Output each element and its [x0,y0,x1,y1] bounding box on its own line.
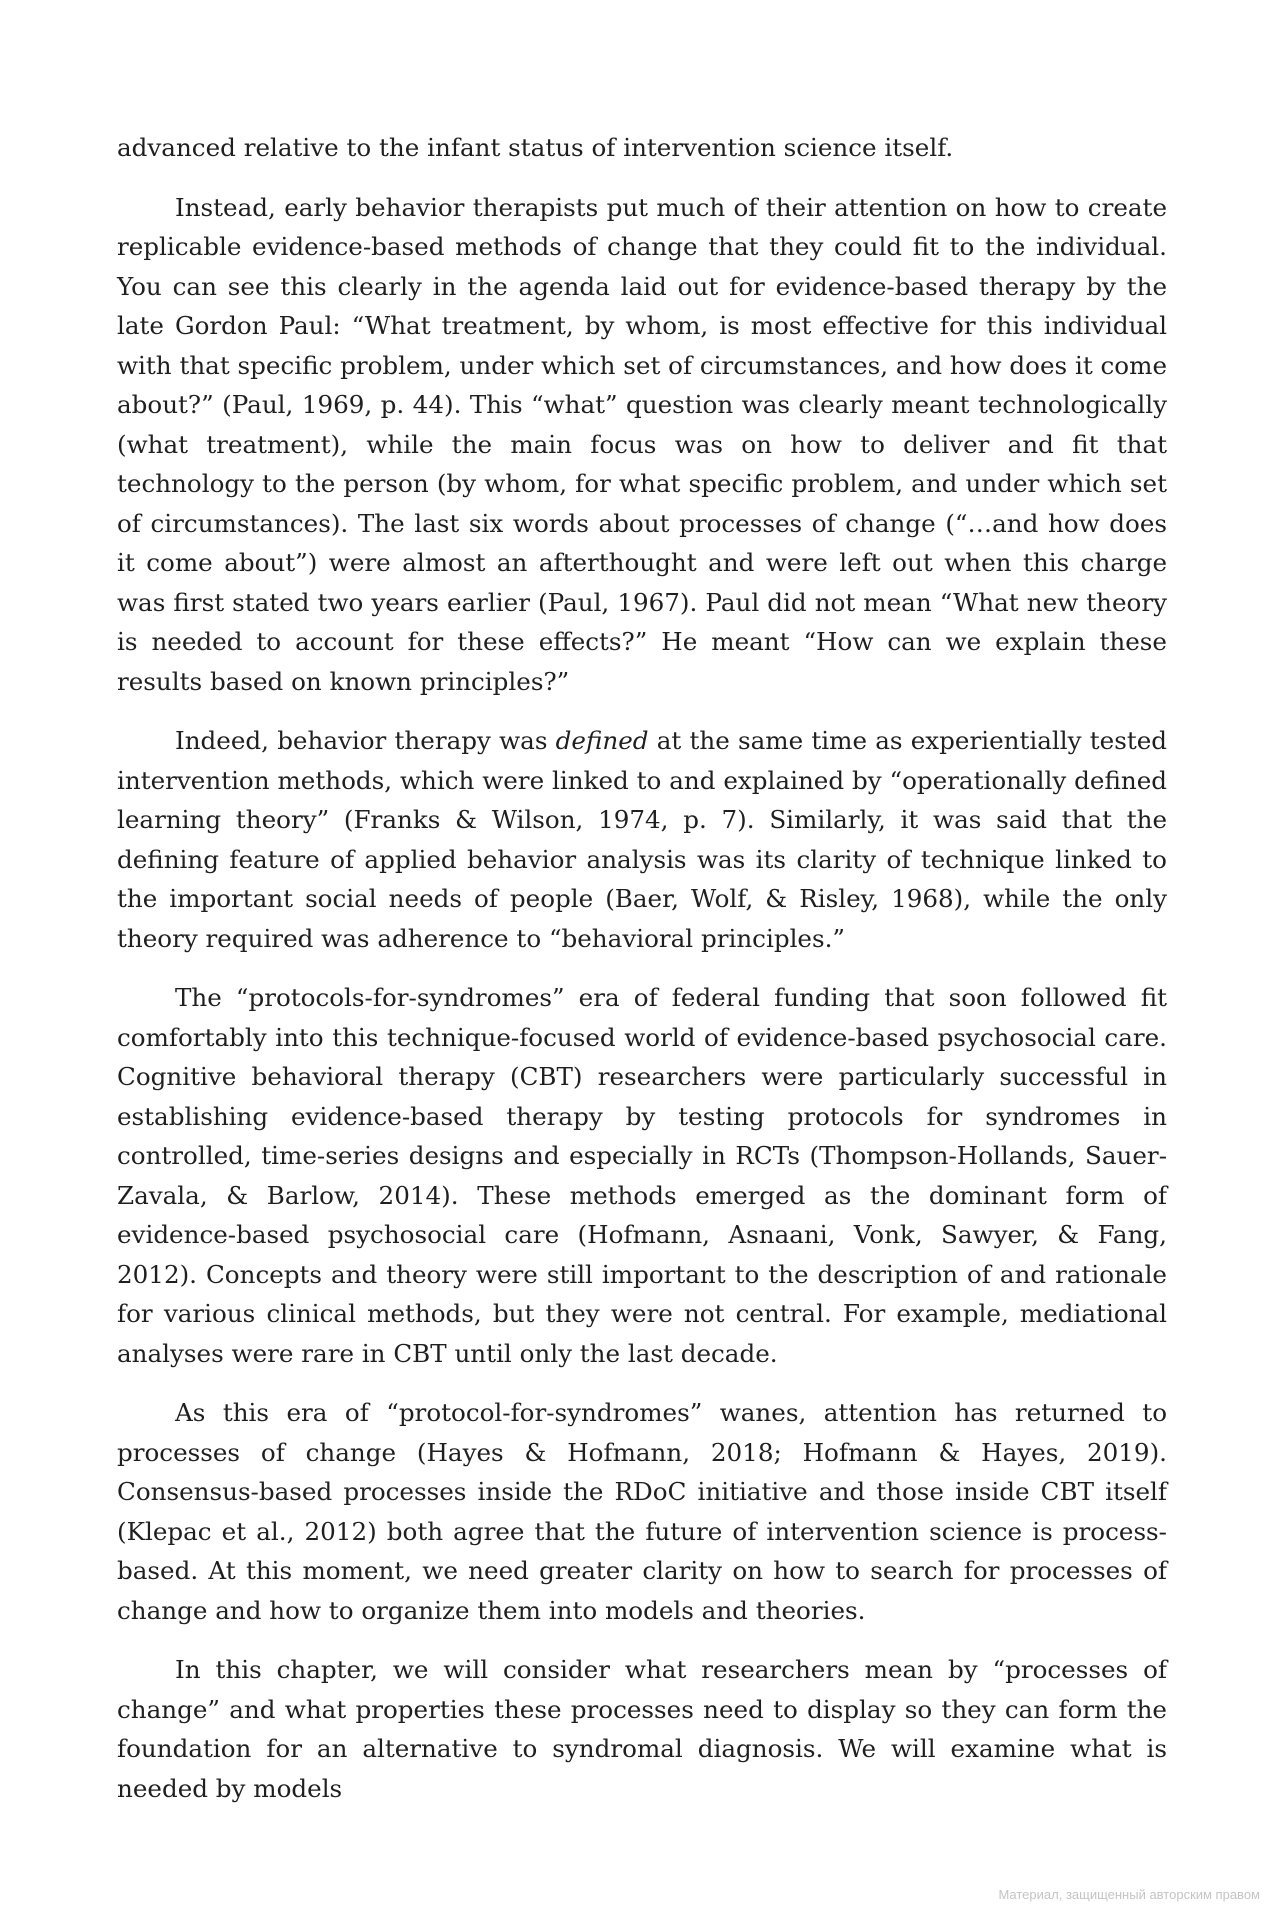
copyright-watermark: Материал, защищенный авторским правом [998,1887,1260,1902]
paragraph-3 [117,721,1167,958]
paragraph-1 [117,128,1167,168]
paragraph-3-emphasis: defined [555,726,649,755]
paragraph-3-text-end: at the same time as experientially tested intervention methods, which were linked to and explained by “operationally defined learning theory” (Franks & Wilson, 1974, p. 7). Similarly, it was said that the defining feature of applied behavior analysis was its clarity of technique linked to the important social needs of people (Baer, Wolf, & Risley, 1968), while the only theory required was adherence to “behavioral principles.” [117,726,1167,953]
paragraph-4 [117,978,1167,1373]
paragraph-3-text-start: Indeed, behavior therapy was [175,726,556,755]
paragraph-1-text: advanced relative to the infant status of intervention science itself. [117,133,954,162]
document-page [117,128,1167,1828]
paragraph-6 [117,1650,1167,1808]
paragraph-2 [117,188,1167,702]
paragraph-5-text: As this era of “protocol-for-syndromes” wanes, attention has returned to processes of change (Hayes & Hofmann, 2018; Hofmann & Hayes, 2019). Consensus-based processes inside the RDoC initiative and those inside CBT itself (Klepac et al., 2012) both agree that the future of intervention science is process-based. At this moment, we need greater clarity on how to search for processes of change and how to organize them into models and theories. [117,1398,1167,1625]
paragraph-2-text: Instead, early behavior therapists put much of their attention on how to create replicable evidence-based methods of change that they could fit to the individual. You can see this clearly in the agenda laid out for evidence-based therapy by the late Gordon Paul: “What treatment, by whom, is most effective for this individual with that specific problem, under which set of circumstances, and how does it come about?” (Paul, 1969, p. 44). This “what” question was clearly meant technologically (what treatment), while the main focus was on how to deliver and fit that technology to the person (by whom, for what specific problem, and under which set of circumstances). The last six words about processes of change (“…and how does it come about”) were almost an afterthought and were left out when this charge was first stated two years earlier (Paul, 1967). Paul did not mean “What new theory is needed to account for these effects?” He meant “How can we explain these results based on known principles?” [117,192,1167,696]
paragraph-4-text: The “protocols-for-syndromes” era of federal funding that soon followed fit comfortably into this technique-focused world of evidence-based psychosocial care. Cognitive behavioral therapy (CBT) researchers were particularly successful in establishing evidence-based therapy by testing protocols for syndromes in controlled, time-series designs and especially in RCTs (Thompson-Hollands, Sauer-Zavala, & Barlow, 2014). These methods emerged as the dominant form of evidence-based psychosocial care (Hofmann, Asnaani, Vonk, Sawyer, & Fang, 2012). Concepts and theory were still important to the description of and rationale for various clinical methods, but they were not central. For example, mediational analyses were rare in CBT until only the last decade. [117,983,1167,1368]
paragraph-6-text: In this chapter, we will consider what researchers mean by “processes of change” and what properties these processes need to display so they can form the foundation for an alternative to syndromal diagnosis. We will examine what is needed by models [117,1655,1167,1803]
paragraph-5 [117,1393,1167,1630]
